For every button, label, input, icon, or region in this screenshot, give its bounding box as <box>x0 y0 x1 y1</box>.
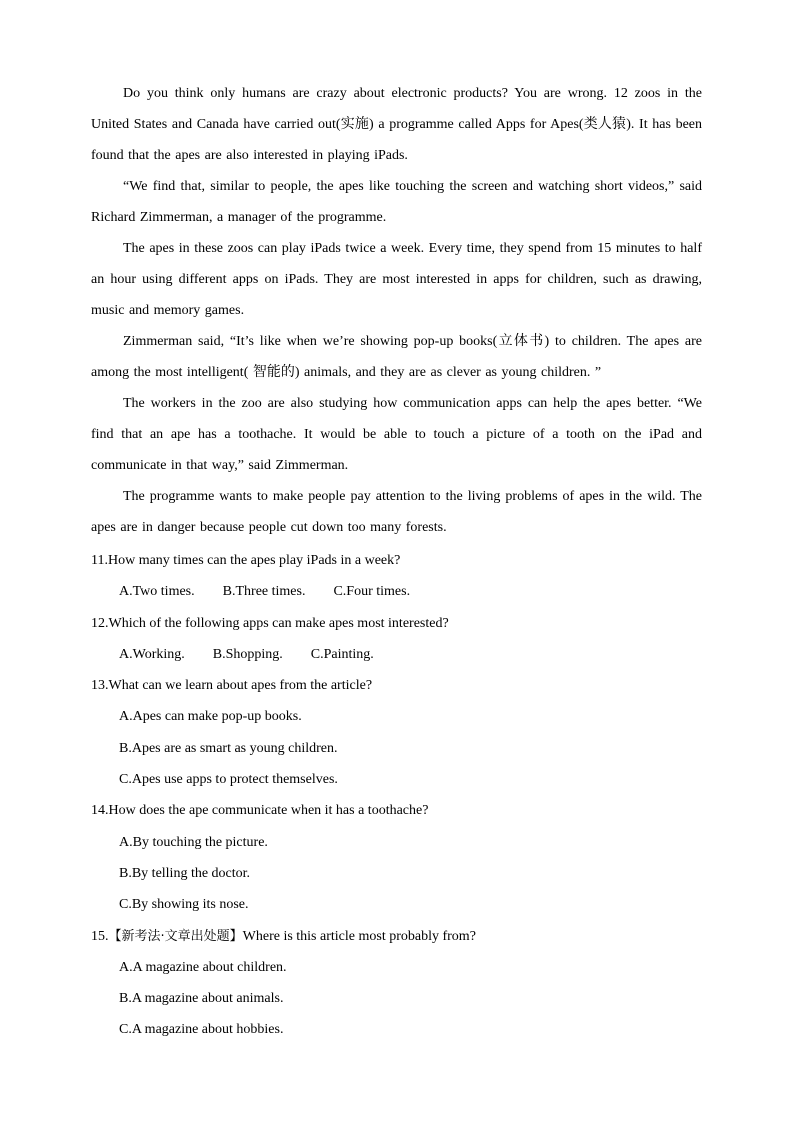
passage-paragraph-1: Do you think only humans are crazy about electronic products? You are wrong. 12 zoos in the United States and Canada have carried out(实施) a programme called Apps for Apes(类人猿). It has been found that the apes are also interested in playing iPads. <box>91 86 702 163</box>
question-11-option-a: A.Two times. <box>119 584 195 600</box>
question-12-options <box>91 639 702 670</box>
question-15 <box>91 921 702 1046</box>
passage-paragraph-4: Zimmerman said, “It’s like when we’re showing pop-up books(立体书) to children. The apes are among the most intelligent( 智能的) animals, and they are as clever as young children. ” <box>91 334 702 380</box>
question-14-option-b: B.By telling the doctor. <box>119 865 251 881</box>
question-15-tag: 【新考法·文章出处题】 <box>108 928 243 944</box>
question-list <box>91 545 702 1046</box>
question-12-option-c: C.Painting. <box>310 646 374 662</box>
question-11-stem: 11.How many times can the apes play iPads in a week? <box>91 553 401 568</box>
question-14 <box>91 795 702 920</box>
passage-paragraph-2: “We find that, similar to people, the apes like touching the screen and watching short videos,” said Richard Zimmerman, a manager of the programme. <box>91 179 702 225</box>
passage-paragraph-5: The workers in the zoo are also studying how communication apps can help the apes better. “We find that an ape has a toothache. It would be able to touch a picture of a tooth on the iPad and communicate in that way,” said Zimmerman. <box>91 396 702 473</box>
question-13 <box>91 670 702 795</box>
question-11-options <box>91 576 702 607</box>
question-13-stem: 13.What can we learn about apes from the article? <box>91 678 373 694</box>
question-15-option-c: C.A magazine about hobbies. <box>119 1022 284 1038</box>
question-15-option-b: B.A magazine about animals. <box>119 991 284 1007</box>
question-14-option-a: A.By touching the picture. <box>119 834 268 850</box>
question-13-option-b: B.Apes are as smart as young children. <box>119 740 338 756</box>
question-12-option-a: A.Working. <box>119 646 185 662</box>
question-12-stem: 12.Which of the following apps can make apes most interested? <box>91 615 449 631</box>
question-14-stem: 14.How does the ape communicate when it has a toothache? <box>91 803 429 819</box>
question-14-option-c: C.By showing its nose. <box>119 897 249 913</box>
question-15-option-a: A.A magazine about children. <box>119 959 287 975</box>
reading-passage <box>91 78 702 543</box>
passage-paragraph-3: The apes in these zoos can play iPads twice a week. Every time, they spend from 15 minutes to half an hour using different apps on iPads. They are most interested in apps for children, such as drawing, music and memory games. <box>91 241 702 318</box>
question-11-option-c: C.Four times. <box>333 584 411 600</box>
question-15-stem-line <box>91 921 702 952</box>
question-12 <box>91 608 702 671</box>
question-12-option-b: B.Shopping. <box>212 646 283 662</box>
question-15-stem: Where is this article most probably from? <box>242 928 476 944</box>
question-15-number: 15. <box>91 928 109 944</box>
question-13-option-c: C.Apes use apps to protect themselves. <box>119 772 338 788</box>
question-13-option-a: A.Apes can make pop-up books. <box>119 709 302 725</box>
passage-paragraph-6: The programme wants to make people pay attention to the living problems of apes in the wild. The apes are in danger because people cut down too many forests. <box>91 489 702 535</box>
question-11-option-b: B.Three times. <box>222 584 306 600</box>
question-11 <box>91 545 702 608</box>
